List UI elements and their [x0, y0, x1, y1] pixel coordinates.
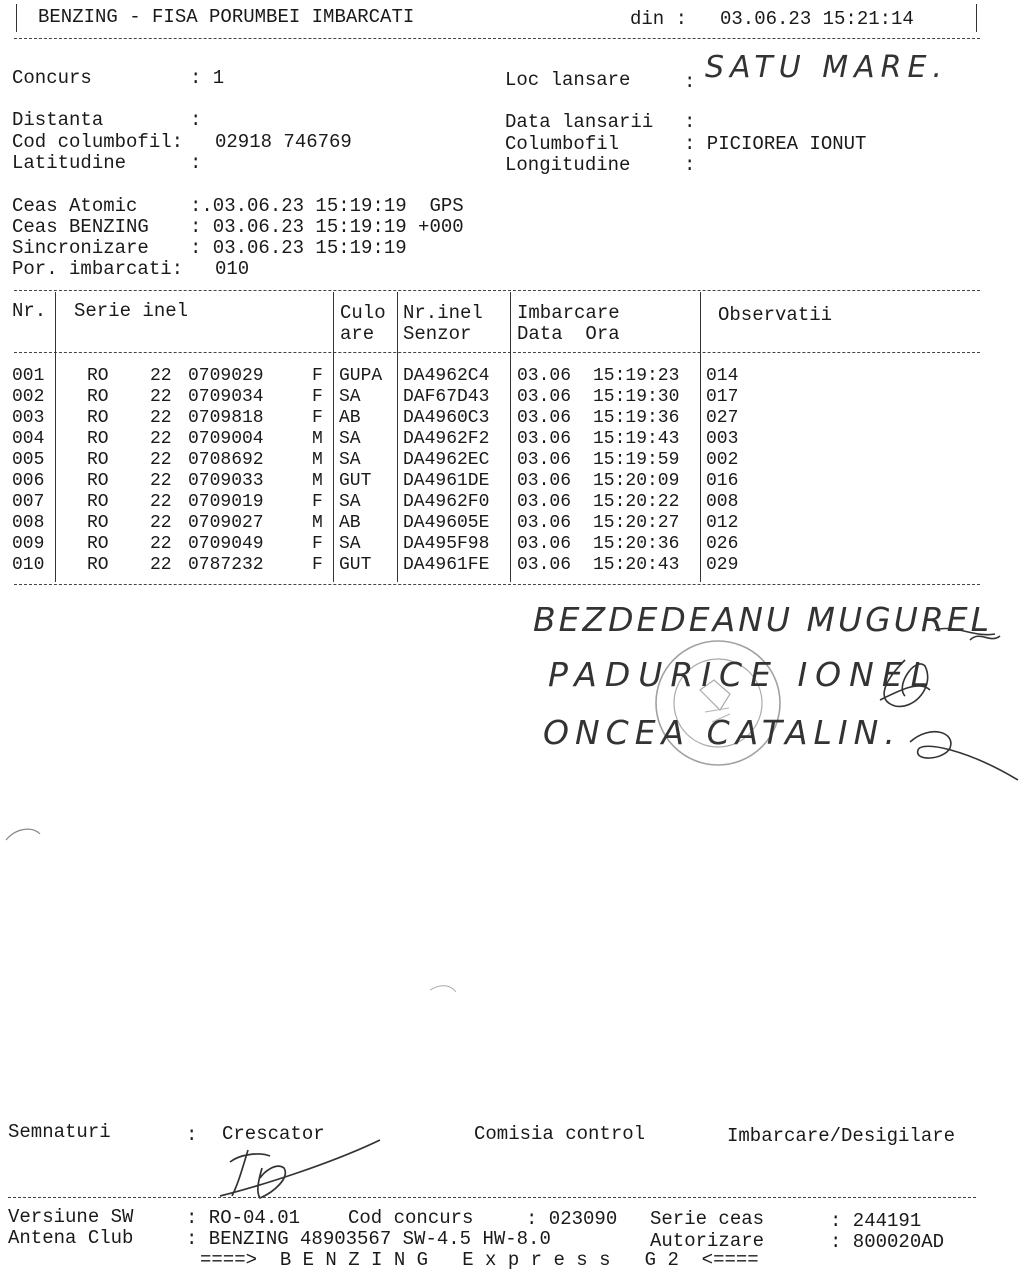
cell-country: RO [87, 534, 109, 554]
cell-time: 15:20:43 [593, 555, 680, 575]
cell-observatii: 016 [706, 471, 739, 491]
cell-observatii: 027 [706, 408, 739, 428]
loc-lansare-handwritten: SATU MARE. [705, 50, 948, 85]
cell-country: RO [87, 387, 109, 407]
concurs-value: : 1 [190, 67, 225, 89]
cell-time: 15:19:30 [593, 387, 680, 407]
cell-date: 03.06 [517, 492, 572, 512]
cell-time: 15:20:36 [593, 534, 680, 554]
cell-nr: 009 [12, 534, 45, 554]
cell-color: GUT [339, 471, 372, 491]
cell-sensor: DA4961DE [403, 471, 490, 491]
cell-date: 03.06 [517, 408, 572, 428]
committee-signatures [880, 628, 1018, 780]
ceas-benzing-label: Ceas BENZING [12, 216, 149, 238]
cell-date: 03.06 [517, 366, 572, 386]
cell-ring-number: 0709033 [188, 471, 264, 491]
th-nr-inel-1: Nr.inel [403, 302, 483, 324]
latitudine-value: : [190, 152, 202, 174]
versiune-sw-value: : RO-04.01 [186, 1207, 301, 1229]
cell-color: GUPA [339, 366, 383, 386]
antena-club-label: Antena Club [8, 1227, 134, 1249]
cell-year: 22 [150, 534, 172, 554]
cell-nr: 005 [12, 450, 45, 470]
cell-year: 22 [150, 387, 172, 407]
longitudine-label: Longitudine [505, 154, 631, 176]
cell-sex: M [312, 429, 323, 449]
cell-country: RO [87, 366, 109, 386]
cell-time: 15:19:23 [593, 366, 680, 386]
cell-sex: F [312, 534, 323, 554]
cell-sex: F [312, 408, 323, 428]
ceas-atomic-label: Ceas Atomic [12, 195, 138, 217]
latitudine-label: Latitudine [12, 152, 127, 174]
cell-ring-number: 0709818 [188, 408, 264, 428]
semnaturi-sep: : [186, 1124, 198, 1146]
cell-year: 22 [150, 366, 172, 386]
cell-sensor: DA4962F2 [403, 429, 490, 449]
cell-year: 22 [150, 492, 172, 512]
cell-ring-number: 0709004 [188, 429, 264, 449]
por-imbarcati-value: 010 [215, 258, 250, 280]
document-title: BENZING - FISA PORUMBEI IMBARCATI [38, 6, 415, 28]
cod-columbofil-value: 02918 746769 [215, 131, 352, 153]
cell-nr: 007 [12, 492, 45, 512]
cell-sensor: DA495F98 [403, 534, 490, 554]
cell-sensor: DA4962C4 [403, 366, 490, 386]
cell-observatii: 003 [706, 429, 739, 449]
scan-artifact-left [6, 829, 40, 840]
cell-sensor: DA49605E [403, 513, 490, 533]
cell-color: SA [339, 450, 361, 470]
cell-country: RO [87, 555, 109, 575]
versiune-sw-label: Versiune SW [8, 1206, 134, 1228]
cell-ring-number: 0709049 [188, 534, 264, 554]
cell-country: RO [87, 450, 109, 470]
cell-color: SA [339, 429, 361, 449]
benzing-banner: ====> B E N Z I N G E x p r e s s G 2 <==== [200, 1249, 759, 1271]
cell-nr: 010 [12, 555, 45, 575]
cell-ring-number: 0709034 [188, 387, 264, 407]
cell-year: 22 [150, 408, 172, 428]
cell-observatii: 002 [706, 450, 739, 470]
cell-date: 03.06 [517, 387, 572, 407]
data-lansarii-label: Data lansarii [505, 111, 654, 133]
cell-year: 22 [150, 513, 172, 533]
sincronizare-value: : 03.06.23 15:19:19 [190, 237, 407, 259]
cell-nr: 006 [12, 471, 45, 491]
cell-color: SA [339, 534, 361, 554]
distanta-label: Distanta [12, 109, 104, 131]
data-lansarii-value: : [684, 111, 696, 133]
cell-ring-number: 0709029 [188, 366, 264, 386]
th-nr-inel-2: Senzor [403, 323, 472, 345]
serie-ceas-value: : 244191 [830, 1210, 922, 1232]
loc-lansare-sep: : [684, 71, 696, 93]
cod-concurs-label: Cod concurs [348, 1207, 474, 1229]
cell-year: 22 [150, 450, 172, 470]
comisia-control-label: Comisia control [474, 1123, 646, 1145]
cell-date: 03.06 [517, 513, 572, 533]
cell-sex: M [312, 513, 323, 533]
cell-date: 03.06 [517, 450, 572, 470]
th-imbarcare-2: Data Ora [517, 323, 620, 345]
scan-artifact-center [430, 986, 456, 992]
cell-year: 22 [150, 429, 172, 449]
cell-time: 15:19:36 [593, 408, 680, 428]
autorizare-label: Autorizare [650, 1230, 765, 1252]
cod-columbofil-label: Cod columbofil: [12, 131, 184, 153]
cell-nr: 002 [12, 387, 45, 407]
cell-nr: 001 [12, 366, 45, 386]
cell-nr: 003 [12, 408, 45, 428]
ceas-benzing-value: : 03.06.23 15:19:19 +000 [190, 216, 464, 238]
cell-time: 15:20:09 [593, 471, 680, 491]
por-imbarcati-label: Por. imbarcati: [12, 258, 184, 280]
cell-observatii: 008 [706, 492, 739, 512]
cell-color: SA [339, 492, 361, 512]
cell-nr: 008 [12, 513, 45, 533]
th-observatii: Observatii [718, 304, 833, 326]
th-culoare-2: are [340, 323, 375, 345]
cell-observatii: 029 [706, 555, 739, 575]
cell-ring-number: 0787232 [188, 555, 264, 575]
cell-sex: F [312, 492, 323, 512]
cell-time: 15:19:43 [593, 429, 680, 449]
cell-sensor: DAF67D43 [403, 387, 490, 407]
antena-club-value: : BENZING 48903567 SW-4.5 HW-8.0 [186, 1228, 551, 1250]
cell-sex: M [312, 471, 323, 491]
th-culoare-1: Culo [340, 302, 386, 324]
cell-country: RO [87, 513, 109, 533]
th-serie-inel: Serie inel [74, 300, 189, 322]
cell-year: 22 [150, 471, 172, 491]
cell-sex: F [312, 387, 323, 407]
longitudine-value: : [684, 154, 696, 176]
handwritten-name-1: BEZDEDEANU MUGUREL [533, 600, 993, 639]
footer-divider [8, 1197, 976, 1198]
autorizare-value: : 800020AD [830, 1231, 945, 1253]
cell-time: 15:20:27 [593, 513, 680, 533]
cell-country: RO [87, 429, 109, 449]
cell-sex: M [312, 450, 323, 470]
din-timestamp: 03.06.23 15:21:14 [720, 8, 914, 30]
cell-nr: 004 [12, 429, 45, 449]
handwritten-name-3: ONCEA CATALIN. [543, 713, 901, 752]
th-nr: Nr. [12, 300, 47, 322]
loc-lansare-label: Loc lansare [505, 69, 631, 91]
cell-color: SA [339, 387, 361, 407]
cell-color: AB [339, 513, 361, 533]
columbofil-value: : PICIOREA IONUT [684, 133, 867, 155]
cell-sex: F [312, 366, 323, 386]
handwritten-name-2: PADURICE IONEL [548, 655, 938, 694]
cell-date: 03.06 [517, 471, 572, 491]
cell-date: 03.06 [517, 429, 572, 449]
cell-ring-number: 0709019 [188, 492, 264, 512]
cell-country: RO [87, 471, 109, 491]
cell-sensor: DA4961FE [403, 555, 490, 575]
cell-observatii: 026 [706, 534, 739, 554]
th-imbarcare-1: Imbarcare [517, 302, 620, 324]
ceas-atomic-value: :.03.06.23 15:19:19 GPS [190, 195, 464, 217]
cell-observatii: 012 [706, 513, 739, 533]
cell-time: 15:19:59 [593, 450, 680, 470]
concurs-label: Concurs [12, 67, 92, 89]
distanta-value: : [190, 109, 202, 131]
cell-color: AB [339, 408, 361, 428]
cell-country: RO [87, 492, 109, 512]
cell-country: RO [87, 408, 109, 428]
semnaturi-label: Semnaturi [8, 1121, 111, 1143]
cod-concurs-value: : 023090 [526, 1208, 618, 1230]
cell-color: GUT [339, 555, 372, 575]
crescator-signature [220, 1140, 380, 1198]
cell-year: 22 [150, 555, 172, 575]
cell-observatii: 017 [706, 387, 739, 407]
cell-ring-number: 0709027 [188, 513, 264, 533]
cell-time: 15:20:22 [593, 492, 680, 512]
cell-ring-number: 0708692 [188, 450, 264, 470]
imbarcare-desigilare-label: Imbarcare/Desigilare [727, 1125, 956, 1147]
cell-date: 03.06 [517, 534, 572, 554]
cell-sensor: DA4962F0 [403, 492, 490, 512]
sincronizare-label: Sincronizare [12, 237, 149, 259]
cell-sex: F [312, 555, 323, 575]
cell-sensor: DA4960C3 [403, 408, 490, 428]
columbofil-label: Columbofil [505, 133, 620, 155]
cell-date: 03.06 [517, 555, 572, 575]
cell-observatii: 014 [706, 366, 739, 386]
din-label: din : [630, 8, 688, 30]
cell-sensor: DA4962EC [403, 450, 490, 470]
crescator-label: Crescator [222, 1123, 325, 1145]
serie-ceas-label: Serie ceas [650, 1208, 765, 1230]
